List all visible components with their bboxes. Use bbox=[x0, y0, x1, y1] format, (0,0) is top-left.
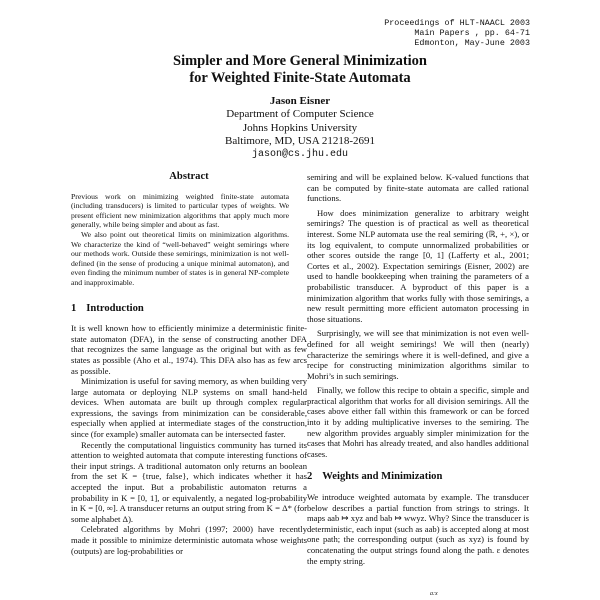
section-1-title: Introduction bbox=[86, 302, 144, 314]
proceedings-line-1: Proceedings of HLT-NAACL 2003 bbox=[384, 18, 530, 28]
author-block bbox=[0, 95, 600, 161]
transducer-diagram-label: a:x bbox=[430, 591, 438, 597]
title-line-1: Simpler and More General Minimization bbox=[173, 53, 427, 69]
proceedings-header bbox=[310, 18, 530, 48]
section-1-paragraph-4: Celebrated algorithms by Mohri (1997; 2000) have recently made it possible to minimize deterministic automata whose weights (outputs) are log-probabilities or bbox=[71, 524, 307, 556]
section-1-paragraph-2: Minimization is useful for saving memory, as when building very large automata or deploying NLP systems on small hand-held devices. When automata are built up through complex regular expressions, the savings from minimization can be considerable, especially when applied at intermediate stages of the construction, since (for example) smaller automata can be intersected faster. bbox=[71, 376, 307, 440]
left-column bbox=[71, 172, 307, 556]
right-paragraph-1: semiring and will be explained below. K-valued functions that can be computed by finite-state automata are called rational functions. bbox=[307, 172, 529, 204]
author-address: Baltimore, MD, USA 21218-2691 bbox=[224, 134, 376, 147]
proceedings-line-3: Edmonton, May-June 2003 bbox=[414, 38, 530, 48]
right-paragraph-2: How does minimization generalize to arbitrary weight semirings? The question is of practical as well as theoretical interest. Some NLP automata use the real semiring (ℝ, +, ×), or its log equivalent, to compute unnormalized probabilities or other scores outside the range [0, 1] (Lafferty et al., 2001; Cortes et al., 2002). Expectation semirings (Eisner, 2002) are used to handle bookkeeping when training the parameters of a probabilistic transducer. A byproduct of this paper is a minimization algorithm that works fully with those semirings, a new result permitting more efficient automaton processing in those situations. bbox=[307, 207, 529, 324]
author-department: Department of Computer Science bbox=[226, 108, 374, 121]
section-1-paragraph-1: It is well known how to efficiently minimize a deterministic finite-state automaton (DFA), in the sense of constructing another DFA that recognizes the same language as the original but with as few states as possible (Aho et al., 1974). This DFA also has as few arcs as possible. bbox=[71, 323, 307, 376]
abstract-paragraph-2: We also point out theoretical limits on minimization algorithms. We characterize the kind of “well-behaved” weight semirings where our methods work. Outside these semirings, minimization is not well-defined (in the sense of producing a unique minimal automaton), and even finding the minimum number of states is in general NP-complete and inapproximable. bbox=[71, 229, 289, 287]
section-1-heading bbox=[71, 304, 307, 315]
abstract-body bbox=[71, 192, 289, 288]
section-2-title: Weights and Minimization bbox=[322, 471, 443, 483]
author-university: Johns Hopkins University bbox=[242, 121, 358, 134]
section-2-heading bbox=[307, 472, 529, 483]
section-2-number: 2 bbox=[307, 471, 313, 483]
author-name: Jason Eisner bbox=[269, 95, 331, 107]
abstract-paragraph-1: Previous work on minimizing weighted finite-state automata (including transducers) is limited to particular types of weights. We present efficient new minimization algorithms that apply much more generally, while being simpler and about as fast. bbox=[71, 191, 289, 230]
section-1-number: 1 bbox=[71, 302, 77, 314]
section-2-paragraph-1: We introduce weighted automata by example. The transducer below describes a partial function from strings to strings. It maps aab ↦ xyz and bab ↦ wwyz. Why? Since the transducer is deterministic, each input (such as aab) is accepted along at most one path; the corresponding output (such as xyz) is found by concatenating the output strings found along the path. ε denotes the empty string. bbox=[307, 492, 529, 566]
paper-title bbox=[0, 53, 600, 87]
right-paragraph-4: Finally, we follow this recipe to obtain a specific, simple and practical algorithm that works for all division semirings. All the cases above either fall within this framework or can be forced into it by adding multiplicative inverses to the semiring. The new algorithm provides arguably simpler minimization for the cases that Mohri has already treated, and also handles additional cases. bbox=[307, 385, 529, 459]
author-email[interactable]: jason@cs.jhu.edu bbox=[251, 149, 348, 161]
abstract-heading: Abstract bbox=[169, 171, 209, 182]
right-paragraph-3: Surprisingly, we will see that minimization is not even well-defined for all weight semirings! We will then (nearly) characterize the semirings where it is well-defined, and give a recipe for constructing minimization algorithms similar to Mohri’s in such semirings. bbox=[307, 328, 529, 381]
title-line-2: for Weighted Finite-State Automata bbox=[189, 70, 411, 86]
right-column bbox=[307, 172, 529, 566]
section-1-paragraph-3: Recently the computational linguistics community has turned its attention to weighted automata that compute interesting functions of their input strings. A traditional automaton only returns an boolean from the set K = {true, false}, which indicates whether it has accepted the input. But a probabilistic automaton returns a probability in K = [0, 1], or equivalently, a negated log-probability in K = [0, ∞]. A transducer returns an output string from K = Δ* (for some alphabet Δ). bbox=[71, 439, 307, 524]
proceedings-line-2: Main Papers , pp. 64-71 bbox=[414, 28, 530, 38]
